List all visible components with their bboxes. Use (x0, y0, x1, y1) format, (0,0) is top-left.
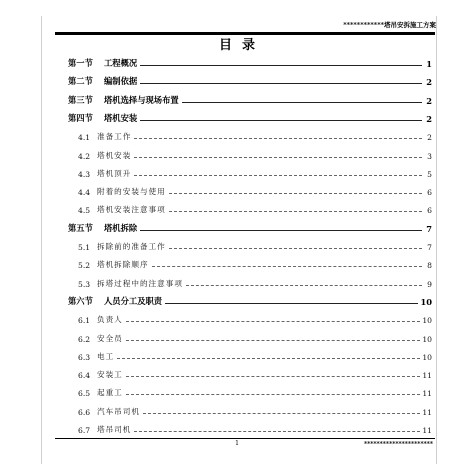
footer-rule (55, 438, 435, 439)
toc-entry-label: 拆塔过程中的注意事项 (97, 278, 183, 288)
toc-entry-label: 塔机安装注意事项 (97, 205, 166, 215)
toc-entry-page: 11 (422, 371, 432, 381)
header-rule (55, 32, 435, 35)
toc-entry-label: 人员分工及职责 (104, 295, 163, 306)
toc-entry-page: 11 (422, 426, 432, 435)
toc-subsection-entry[interactable] (68, 312, 432, 325)
toc-entry-number: 6.3 (78, 352, 91, 362)
toc-subsection-entry[interactable] (68, 367, 432, 380)
toc-entry-number: 第一节 (68, 58, 93, 68)
toc-entry-page: 10 (420, 296, 432, 307)
toc-entry-page: 2 (426, 95, 432, 106)
toc-leader-line (140, 83, 422, 84)
toc-entry-page: 2 (427, 133, 432, 143)
toc-subsection-entry[interactable] (68, 202, 432, 215)
toc-entry-label: 塔机安装 (104, 112, 138, 123)
toc-subsection-entry[interactable] (68, 404, 432, 417)
toc-entry-page: 6 (427, 206, 432, 216)
toc-subsection-entry[interactable] (68, 331, 432, 344)
toc-section-entry[interactable] (68, 56, 432, 69)
toc-entry-number: 第二节 (68, 76, 93, 87)
toc-entry-number: 第六节 (68, 295, 93, 306)
toc-entry-page: 9 (427, 279, 432, 289)
toc-leader-line (152, 266, 422, 267)
toc-entry-page: 2 (426, 113, 432, 124)
toc-entry-page: 6 (427, 188, 432, 198)
toc-entry-page: 11 (422, 407, 432, 417)
toc-entry-label: 负责人 (97, 315, 123, 325)
toc-leader-line (169, 211, 422, 212)
toc-entry-number: 6.5 (78, 389, 91, 399)
toc-subsection-entry[interactable] (68, 276, 432, 289)
toc-leader-line (117, 358, 420, 359)
toc-entry-label: 塔机顶升 (97, 168, 132, 178)
toc-entry-label: 塔机拆除顺序 (97, 260, 149, 270)
toc-title: 目录 (218, 38, 265, 53)
toc-entry-page: 10 (422, 316, 432, 326)
toc-subsection-entry[interactable] (68, 129, 432, 142)
toc-entry-label: 起重工 (97, 388, 123, 398)
toc-entry-number: 5.3 (78, 279, 91, 289)
toc-leader-line (134, 175, 422, 176)
toc-leader-line (169, 248, 422, 249)
toc-leader-line (134, 138, 422, 139)
toc-entry-label: 安装工 (97, 370, 123, 380)
toc-entry-page: 8 (427, 261, 432, 271)
toc-subsection-entry[interactable] (68, 385, 432, 398)
toc-leader-line (182, 102, 422, 103)
toc-entry-page: 11 (422, 389, 432, 399)
toc-entry-page: 5 (427, 169, 432, 179)
toc-entry-label: 编制依据 (104, 76, 138, 87)
toc-entry-number: 4.4 (78, 188, 91, 198)
running-header: ************塔吊安拆施工方案 (343, 21, 436, 29)
toc-entry-number: 5.1 (78, 243, 91, 252)
toc-entry-number: 6.1 (78, 316, 91, 326)
toc-section-entry[interactable] (68, 294, 432, 307)
toc-entry-label: 安全员 (97, 333, 123, 343)
toc-section-entry[interactable] (68, 221, 432, 234)
toc-leader-line (126, 321, 421, 322)
toc-entry-page: 10 (422, 334, 432, 344)
toc-entry-number: 4.3 (78, 169, 91, 179)
toc-entry-number: 4.5 (78, 206, 91, 216)
toc-entry-label: 准备工作 (97, 132, 132, 142)
toc-leader-line (134, 157, 422, 158)
toc-leader-line (165, 303, 418, 304)
toc-section-entry[interactable] (68, 74, 432, 87)
toc-leader-line (126, 340, 421, 341)
toc-entry-label: 汽车吊司机 (97, 406, 140, 416)
toc-entry-page: 7 (427, 243, 432, 252)
toc-entry-label: 电工 (97, 351, 115, 361)
toc-leader-line (140, 230, 422, 231)
toc-entry-number: 6.6 (78, 407, 91, 417)
footer-stars: ********************** (363, 441, 433, 448)
toc-entry-number: 6.7 (78, 426, 91, 435)
toc-entry-number: 第四节 (68, 112, 93, 123)
toc-entry-page: 3 (427, 151, 432, 161)
toc-leader-line (134, 431, 420, 432)
toc-leader-line (140, 65, 422, 66)
toc-entry-label: 工程概况 (104, 58, 138, 68)
toc-entry-label: 拆除前的准备工作 (97, 242, 166, 251)
toc-entry-label: 塔吊司机 (97, 425, 132, 434)
toc-leader-line (126, 394, 421, 395)
toc-entry-page: 2 (426, 77, 432, 88)
toc-entry-number: 第五节 (68, 222, 93, 233)
toc-entry-label: 塔机安装 (97, 150, 132, 160)
toc-leader-line (186, 285, 422, 286)
toc-entry-page: 1 (426, 59, 432, 69)
footer-page-number: 1 (235, 440, 239, 447)
toc-entry-label: 塔机拆除 (104, 222, 138, 233)
toc-subsection-entry[interactable] (68, 184, 432, 197)
toc-subsection-entry[interactable] (68, 257, 432, 270)
toc-entry-number: 6.2 (78, 334, 91, 344)
toc-entry-number: 4.1 (78, 133, 91, 143)
toc-entry-label: 塔机选择与现场布置 (104, 94, 179, 105)
toc-entry-label: 附着的安装与使用 (97, 187, 166, 197)
toc-subsection-entry[interactable] (68, 166, 432, 179)
toc-subsection-entry[interactable] (68, 349, 432, 362)
toc-entry-number: 4.2 (78, 151, 91, 161)
toc-subsection-entry[interactable] (68, 148, 432, 161)
toc-entry-number: 6.4 (78, 371, 91, 381)
toc-entry-number: 5.2 (78, 261, 91, 271)
toc-leader-line (143, 413, 420, 414)
toc-entry-number: 第三节 (68, 94, 93, 105)
toc-leader-line (169, 193, 422, 194)
toc-entry-page: 7 (426, 223, 432, 234)
toc-subsection-entry[interactable] (68, 239, 432, 252)
toc-leader-line (126, 376, 421, 377)
toc-leader-line (140, 120, 422, 121)
toc-section-entry[interactable] (68, 93, 432, 106)
toc-section-entry[interactable] (68, 111, 432, 124)
toc-subsection-entry[interactable] (68, 422, 432, 435)
toc-entry-page: 10 (422, 352, 432, 362)
